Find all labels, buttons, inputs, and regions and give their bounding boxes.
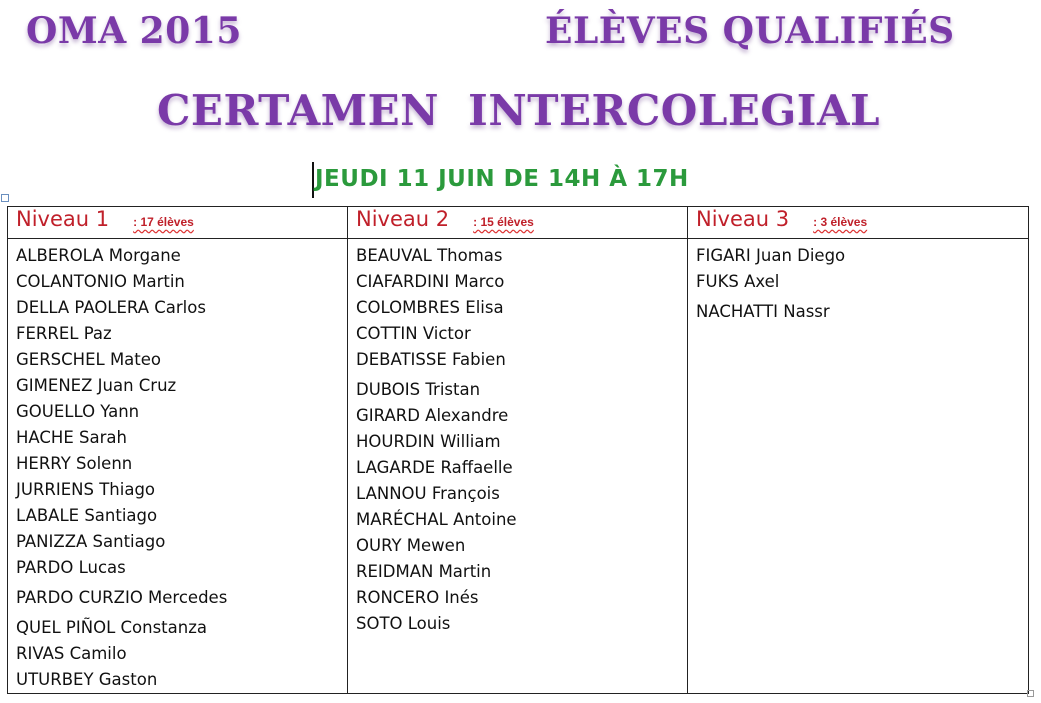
level-1-cell bbox=[8, 239, 348, 694]
list-item: LABALE Santiago bbox=[16, 506, 158, 525]
list-item: DELLA PAOLERA Carlos bbox=[16, 298, 206, 317]
list-item: COTTIN Victor bbox=[356, 324, 471, 343]
level-3-names bbox=[688, 239, 1028, 325]
list-item: COLOMBRES Elisa bbox=[356, 298, 504, 317]
table-move-handle-icon[interactable] bbox=[1, 194, 9, 202]
title-certamen: CERTAMEN INTERCOLEGIAL bbox=[157, 86, 881, 135]
list-item: COLANTONIO Martin bbox=[16, 272, 185, 291]
level-3-header bbox=[688, 207, 1029, 239]
list-item: DUBOIS Tristan bbox=[356, 380, 481, 399]
levels-header-row bbox=[8, 207, 1029, 239]
list-item: FIGARI Juan Diego bbox=[696, 246, 846, 265]
list-item: PANIZZA Santiago bbox=[16, 532, 166, 551]
list-item: QUEL PIÑOL Constanza bbox=[16, 618, 207, 637]
list-item: JURRIENS Thiago bbox=[16, 480, 156, 499]
level-3-cell bbox=[688, 239, 1029, 694]
list-item: FUKS Axel bbox=[696, 272, 780, 291]
level-1-header bbox=[8, 207, 348, 239]
exam-date: JEUDI 11 JUIN DE 14H À 17H bbox=[315, 166, 689, 192]
level-2-count: : 15 élèves bbox=[473, 215, 534, 229]
list-item: RIVAS Camilo bbox=[16, 644, 127, 663]
title-eleves-qualifies: ÉLÈVES QUALIFIÉS bbox=[545, 10, 955, 52]
list-item: GIMENEZ Juan Cruz bbox=[16, 376, 177, 395]
list-item: CIAFARDINI Marco bbox=[356, 272, 505, 291]
list-item: HERRY Solenn bbox=[16, 454, 133, 473]
list-item: PARDO Lucas bbox=[16, 558, 126, 577]
level-1-label: Niveau 1 bbox=[16, 207, 110, 231]
level-2-cell bbox=[348, 239, 688, 694]
list-item: NACHATTI Nassr bbox=[696, 302, 830, 321]
list-item: MARÉCHAL Antoine bbox=[356, 510, 517, 529]
list-item: DEBATISSE Fabien bbox=[356, 350, 506, 369]
levels-table bbox=[7, 206, 1029, 694]
list-item: RONCERO Inés bbox=[356, 588, 479, 607]
table-resize-handle-icon[interactable] bbox=[1027, 690, 1034, 697]
list-item: HOURDIN William bbox=[356, 432, 501, 451]
list-item: OURY Mewen bbox=[356, 536, 466, 555]
list-item: FERREL Paz bbox=[16, 324, 112, 343]
level-2-names bbox=[348, 239, 687, 637]
list-item: BEAUVAL Thomas bbox=[356, 246, 503, 265]
title-oma-2015: OMA 2015 bbox=[26, 10, 242, 52]
list-item: PARDO CURZIO Mercedes bbox=[16, 588, 228, 607]
level-2-header bbox=[348, 207, 688, 239]
level-3-count: : 3 élèves bbox=[813, 215, 868, 229]
level-3-label: Niveau 3 bbox=[696, 207, 790, 231]
list-item: REIDMAN Martin bbox=[356, 562, 492, 581]
list-item: HACHE Sarah bbox=[16, 428, 127, 447]
text-cursor bbox=[312, 162, 314, 198]
level-1-names bbox=[8, 239, 347, 693]
list-item: UTURBEY Gaston bbox=[16, 670, 158, 689]
list-item: GOUELLO Yann bbox=[16, 402, 140, 421]
list-item: ALBEROLA Morgane bbox=[16, 246, 181, 265]
levels-names-row bbox=[8, 239, 1029, 694]
list-item: LAGARDE Raffaelle bbox=[356, 458, 513, 477]
list-item: SOTO Louis bbox=[356, 614, 451, 633]
level-2-label: Niveau 2 bbox=[356, 207, 450, 231]
level-1-count: : 17 élèves bbox=[133, 215, 194, 229]
list-item: GIRARD Alexandre bbox=[356, 406, 509, 425]
list-item: GERSCHEL Mateo bbox=[16, 350, 162, 369]
list-item: LANNOU François bbox=[356, 484, 500, 503]
